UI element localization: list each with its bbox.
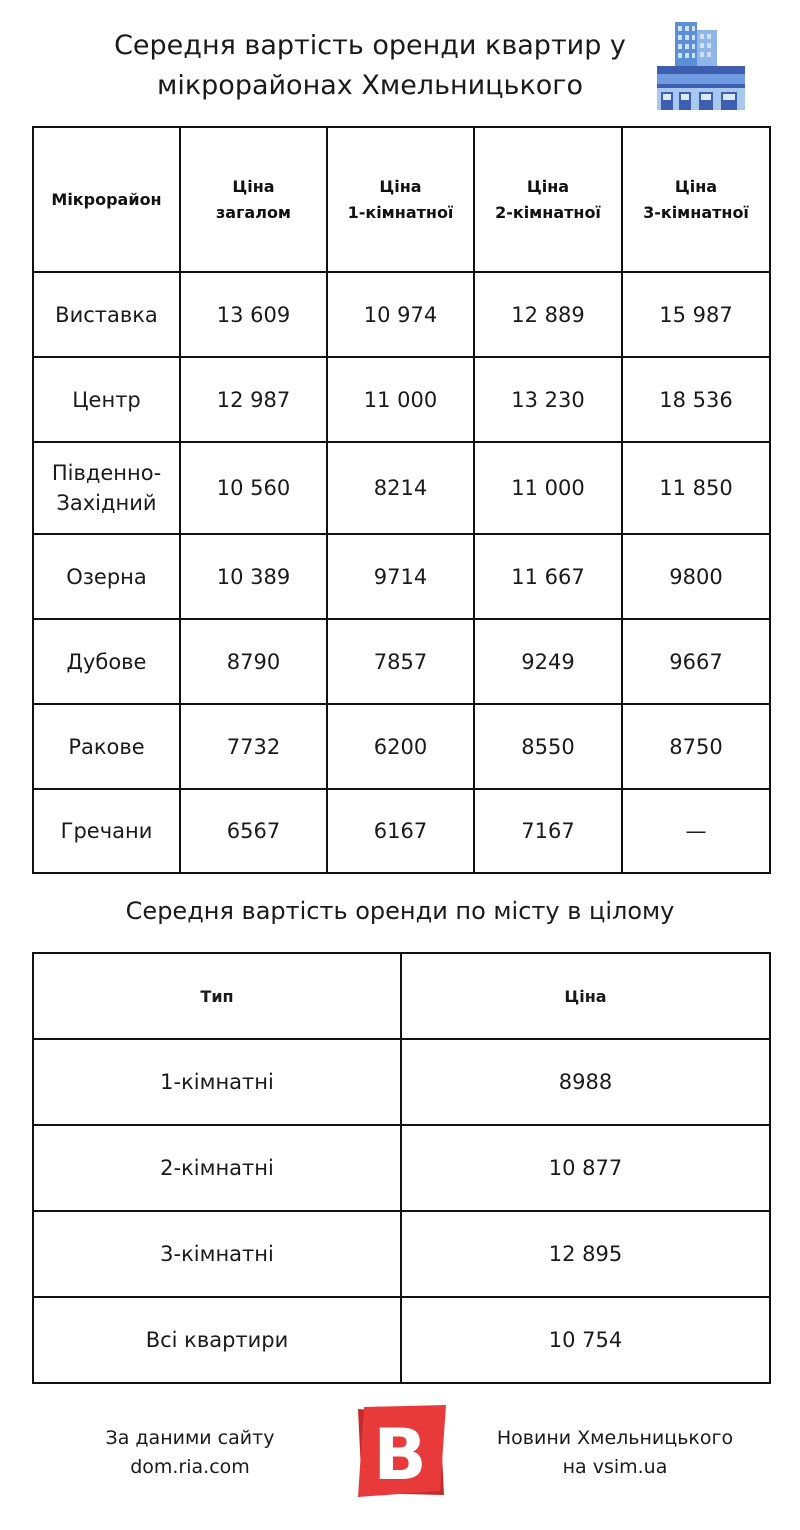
district-name: Гречани <box>33 789 180 873</box>
apartment-type: 2-кімнатні <box>33 1125 401 1211</box>
apartment-type: Всі квартири <box>33 1297 401 1383</box>
title-line-1: Середня вартість оренди квартир у <box>114 30 626 61</box>
header-price-3room: Ціна 3-кімнатної <box>622 127 770 272</box>
brand-note <box>470 1424 760 1482</box>
price-3room: — <box>622 789 770 873</box>
price-2room: 13 230 <box>474 357 622 442</box>
price-total: 10 389 <box>180 534 327 619</box>
header-price-1room: Ціна 1-кімнатної <box>327 127 474 272</box>
header-price: Ціна <box>401 953 770 1039</box>
brand-line-1: Новини Хмельницького <box>496 1427 734 1449</box>
price-1room: 6167 <box>327 789 474 873</box>
price-3room: 9667 <box>622 619 770 704</box>
table-row <box>33 357 770 442</box>
price-1room: 6200 <box>327 704 474 789</box>
source-note <box>60 1424 320 1482</box>
price-total: 12 987 <box>180 357 327 442</box>
district-name: Ракове <box>33 704 180 789</box>
price-2room: 7167 <box>474 789 622 873</box>
price-2room: 12 889 <box>474 272 622 357</box>
price-2room: 11 667 <box>474 534 622 619</box>
price-2room: 11 000 <box>474 442 622 534</box>
price-1room: 7857 <box>327 619 474 704</box>
page-title <box>60 26 680 106</box>
table-row <box>33 534 770 619</box>
table-row <box>33 1039 770 1125</box>
apartment-price: 10 877 <box>401 1125 770 1211</box>
district-name: Озерна <box>33 534 180 619</box>
apartment-price: 10 754 <box>401 1297 770 1383</box>
price-1room: 8214 <box>327 442 474 534</box>
apartment-price: 12 895 <box>401 1211 770 1297</box>
price-2room: 8550 <box>474 704 622 789</box>
table-row <box>33 272 770 357</box>
price-total: 8790 <box>180 619 327 704</box>
table-row <box>33 1125 770 1211</box>
apartment-price: 8988 <box>401 1039 770 1125</box>
brand-link[interactable]: на vsim.ua <box>562 1456 668 1478</box>
section-subtitle: Середня вартість оренди по місту в цілому <box>125 897 675 925</box>
table-row <box>33 789 770 873</box>
vsim-logo-icon[interactable] <box>356 1405 446 1499</box>
table-header-row <box>33 953 770 1039</box>
price-3room: 15 987 <box>622 272 770 357</box>
price-total: 13 609 <box>180 272 327 357</box>
price-total: 10 560 <box>180 442 327 534</box>
price-1room: 10 974 <box>327 272 474 357</box>
price-2room: 9249 <box>474 619 622 704</box>
building-icon <box>655 20 747 112</box>
district-name: Виставка <box>33 272 180 357</box>
districts-price-table <box>32 126 771 874</box>
header-district: Мікрорайон <box>33 127 180 272</box>
apartment-type: 1-кімнатні <box>33 1039 401 1125</box>
price-total: 6567 <box>180 789 327 873</box>
source-link[interactable]: dom.ria.com <box>130 1456 250 1478</box>
district-name: Південно- Західний <box>33 442 180 534</box>
header-price-2room: Ціна 2-кімнатної <box>474 127 622 272</box>
price-total: 7732 <box>180 704 327 789</box>
table-header-row <box>33 127 770 272</box>
price-1room: 11 000 <box>327 357 474 442</box>
table-row <box>33 442 770 534</box>
header-type: Тип <box>33 953 401 1039</box>
price-3room: 9800 <box>622 534 770 619</box>
price-1room: 9714 <box>327 534 474 619</box>
title-line-2: мікрорайонах Хмельницького <box>156 70 583 101</box>
price-3room: 11 850 <box>622 442 770 534</box>
table-row <box>33 619 770 704</box>
header-price-total: Ціна загалом <box>180 127 327 272</box>
price-3room: 8750 <box>622 704 770 789</box>
table-row <box>33 1211 770 1297</box>
apartment-type: 3-кімнатні <box>33 1211 401 1297</box>
price-3room: 18 536 <box>622 357 770 442</box>
table-row <box>33 704 770 789</box>
source-line-1: За даними сайту <box>105 1427 275 1449</box>
district-name: Дубове <box>33 619 180 704</box>
city-price-table <box>32 952 771 1384</box>
district-name: Центр <box>33 357 180 442</box>
table-row <box>33 1297 770 1383</box>
logo-letter: B <box>373 1414 427 1496</box>
